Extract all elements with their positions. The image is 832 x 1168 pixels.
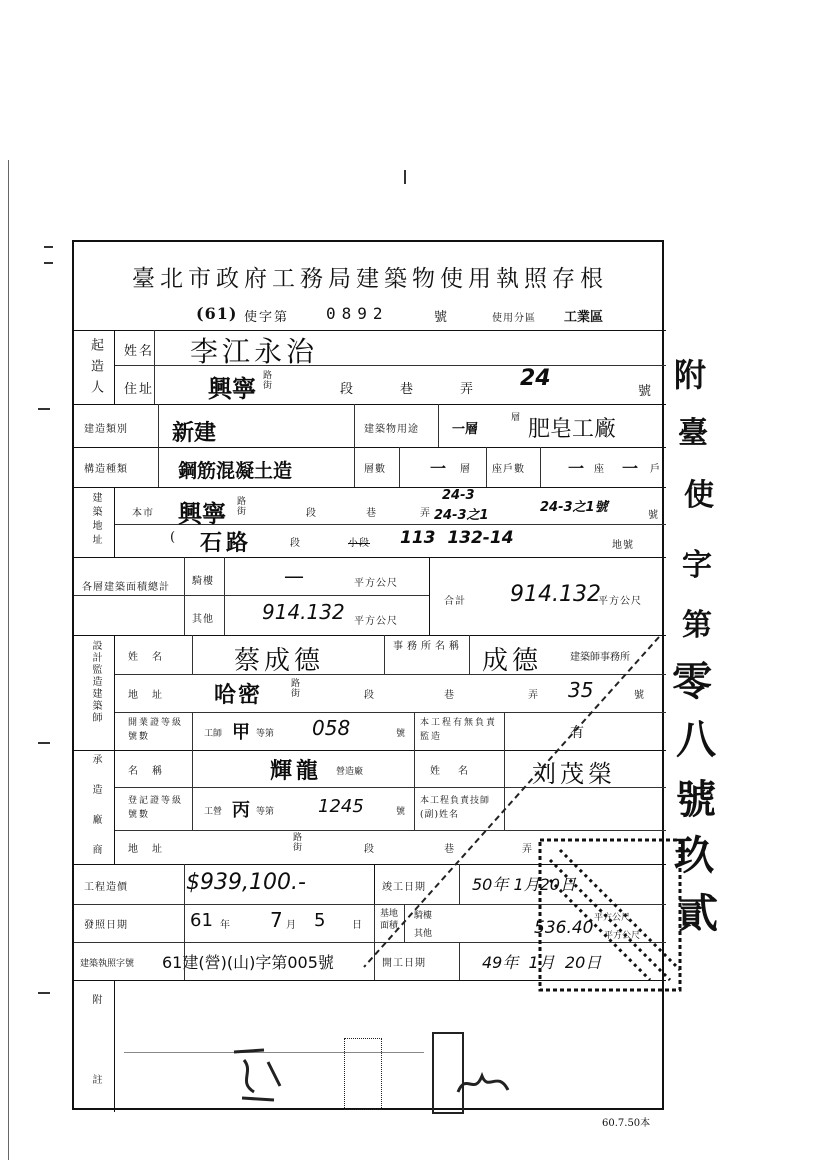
edge-char: 零: [672, 658, 712, 705]
contractor-name-value: 輝龍: [270, 759, 323, 784]
floors-value: 一: [430, 459, 447, 478]
remarks-label: 附註: [90, 994, 101, 1154]
cert-mid: 等第: [256, 729, 275, 739]
land-section: 石路: [200, 531, 253, 556]
signature-mark: [224, 1042, 294, 1108]
inspection-stamp: [344, 1038, 382, 1110]
base-arcade-label: 騎樓: [414, 911, 433, 921]
edge-char: 使: [684, 478, 714, 513]
permit-value: 61建(營)(山)字第005號: [162, 953, 334, 972]
other-label: 其他: [192, 614, 214, 625]
edge-char: 八: [676, 716, 716, 763]
applicant-name-value: 李江永治: [190, 335, 319, 368]
designer-group-label: 設計監造建築師: [90, 640, 101, 724]
road-unit: 路街: [261, 370, 271, 390]
arcade-value: —: [284, 564, 304, 588]
use-floor-value: 一層: [452, 422, 479, 437]
cert-number: 058: [312, 716, 351, 740]
issue-month: 7: [270, 908, 283, 932]
base-other-value: 536.40: [534, 918, 594, 938]
footer-code: 60.7.50本: [602, 1118, 651, 1129]
zone-label: 使用分區: [492, 313, 536, 324]
contractor-lane: 巷: [444, 844, 455, 855]
zone-value: 工業區: [564, 310, 604, 325]
document-title: 臺北市政府工務局建築物使用執照存根: [132, 266, 608, 292]
category-label: 建造類別: [84, 424, 128, 435]
margin-mark: [404, 170, 406, 184]
permit-label: 建築執照字號: [80, 959, 135, 969]
site-paren: (: [170, 530, 178, 545]
land-numbers: 113 132-14: [400, 528, 514, 548]
units-value-2: 一: [622, 459, 639, 478]
reg-grade: 丙: [232, 800, 250, 821]
applicant-address-label: 住址: [124, 382, 155, 397]
applicant-address-number: 24: [520, 366, 551, 391]
total-value: 914.132: [510, 582, 601, 607]
supervise-value: 有: [570, 725, 584, 741]
arcade-unit: 平方公尺: [354, 578, 398, 589]
alley-unit: 弄: [460, 382, 476, 397]
site-number-value: 24-3之1號: [540, 500, 608, 515]
designer-name-label: 姓名: [128, 652, 176, 663]
designer-address-number: 35: [568, 678, 594, 702]
site-number-unit: 號: [648, 510, 659, 521]
contractor-road-unit: 路街: [291, 832, 301, 852]
use-floor-unit: 層: [509, 412, 519, 429]
arcade-label: 騎樓: [192, 576, 214, 587]
completion-value: 50年 1月20日: [472, 875, 576, 894]
contractor-name-suffix: 營造廠: [336, 767, 364, 777]
land-section-unit: 段: [290, 538, 301, 549]
lane-unit: 巷: [400, 382, 416, 397]
issue-year-unit: 年: [220, 920, 231, 931]
issue-day: 5: [314, 910, 326, 931]
seal-stamp: [520, 810, 690, 1010]
completion-label: 竣工日期: [382, 882, 426, 893]
site-group-label: 建築地址: [90, 492, 101, 548]
floors-unit: 層: [460, 464, 471, 475]
total-unit: 平方公尺: [598, 596, 642, 607]
base-area-label: 基地面積: [380, 909, 399, 931]
site-road-unit: 路街: [235, 496, 245, 516]
designer-section: 段: [364, 690, 375, 701]
cost-label: 工程造價: [84, 882, 128, 893]
base-other-label: 其他: [414, 929, 433, 939]
other-unit: 平方公尺: [354, 616, 398, 627]
edge-char: 附: [674, 356, 707, 394]
site-alley-value-2: 24-3之1: [434, 508, 489, 523]
site-city: 本市: [132, 508, 154, 519]
margin-mark: [38, 408, 50, 410]
contractor-person-label: 姓名: [430, 766, 486, 777]
designer-name-value: 蔡成德: [234, 646, 325, 676]
units-unit-2: 戶: [650, 464, 661, 475]
signature-mark: [454, 1062, 514, 1102]
issue-year: 61: [190, 910, 213, 931]
contractor-alley: 弄: [522, 844, 533, 855]
site-section: 段: [306, 508, 317, 519]
reg-prefix: 工營: [204, 807, 223, 817]
reg-mid: 等第: [256, 807, 275, 817]
designer-lane: 巷: [444, 690, 455, 701]
designer-address-label: 地址: [128, 690, 176, 701]
reg-number: 1245: [318, 796, 364, 817]
edge-char: 貳: [678, 890, 718, 937]
margin-rule: [8, 160, 9, 1160]
units-label: 座戶數: [492, 464, 525, 475]
site-alley: 弄: [420, 508, 431, 519]
cert-grade: 甲: [232, 722, 250, 743]
base-unit-2: 平方公尺: [604, 931, 641, 941]
reg-label: 登記證等級號數: [128, 796, 184, 820]
contractor-name-label: 名稱: [128, 766, 176, 777]
structure-label: 構造種類: [84, 464, 128, 475]
start-value: 49年 1月 20日: [482, 953, 602, 972]
issue-month-unit: 月: [286, 920, 297, 931]
base-unit: 平方公尺: [594, 913, 631, 923]
site-alley-value: 24-3: [442, 488, 475, 503]
applicant-name-label: 姓名: [124, 344, 155, 359]
use-label: 建築物用途: [364, 424, 419, 435]
land-no-unit: 地號: [612, 540, 634, 551]
total-label: 合計: [444, 596, 466, 607]
designer-alley: 弄: [528, 690, 539, 701]
designer-road-unit: 路街: [289, 678, 299, 698]
cost-value: $939,100.-: [186, 870, 306, 895]
edge-char: 第: [682, 608, 712, 643]
office-suffix: 建築師事務所: [570, 652, 630, 663]
margin-mark: [44, 246, 53, 248]
cert-label: 開業證等級號數: [128, 718, 184, 742]
margin-mark: [38, 742, 50, 744]
issue-day-unit: 日: [352, 920, 363, 931]
contractor-address-label: 地址: [128, 844, 176, 855]
edge-char: 字: [682, 548, 712, 583]
contractor-section: 段: [364, 844, 375, 855]
site-road: 興寧: [178, 500, 226, 528]
contractor-person-value: 刘茂榮: [532, 760, 616, 788]
reg-suffix: 號: [396, 807, 406, 817]
office-label: 事務所名稱: [393, 641, 463, 652]
cert-prefix: 工師: [204, 729, 223, 739]
license-type: 使字第: [244, 310, 290, 325]
land-sub: 小段: [348, 538, 370, 549]
edge-char: 玖: [674, 832, 714, 879]
engineer-label: 本工程負責技師(副)姓名: [420, 796, 491, 820]
section-unit: 段: [340, 382, 356, 397]
issue-label: 發照日期: [84, 920, 128, 931]
cert-suffix: 號: [396, 729, 406, 739]
designer-address-road: 哈密: [214, 683, 263, 708]
units-unit: 座: [594, 464, 605, 475]
office-value: 成德: [482, 646, 543, 676]
number-unit: 號: [638, 384, 654, 399]
margin-mark: [44, 262, 53, 264]
designer-number-unit: 號: [634, 690, 645, 701]
license-suffix: 號: [434, 310, 450, 325]
applicant-group-label: 起造人: [88, 338, 103, 401]
structure-value: 鋼筋混凝土造: [178, 460, 293, 482]
license-prefix: (61): [196, 304, 238, 323]
units-value: 一: [568, 459, 585, 478]
edge-char: 臺: [678, 416, 708, 451]
supervise-label: 本工程有無負責監造: [420, 718, 498, 742]
margin-mark: [38, 992, 50, 994]
other-value: 914.132: [262, 600, 345, 624]
adjacent-sheet-edge: [668, 330, 832, 1030]
floors-label: 層數: [364, 464, 386, 475]
start-label: 開工日期: [382, 958, 426, 969]
site-lane: 巷: [366, 508, 377, 519]
license-number: 0892: [326, 304, 389, 323]
applicant-address-road: 興寧: [208, 375, 256, 403]
contractor-group-label: 承造廠商: [90, 754, 101, 874]
edge-char: 號: [676, 776, 716, 823]
use-value: 肥皂工廠: [528, 417, 617, 442]
category-value: 新建: [172, 421, 217, 446]
area-group-label: 各層建築面積總計: [82, 582, 170, 593]
